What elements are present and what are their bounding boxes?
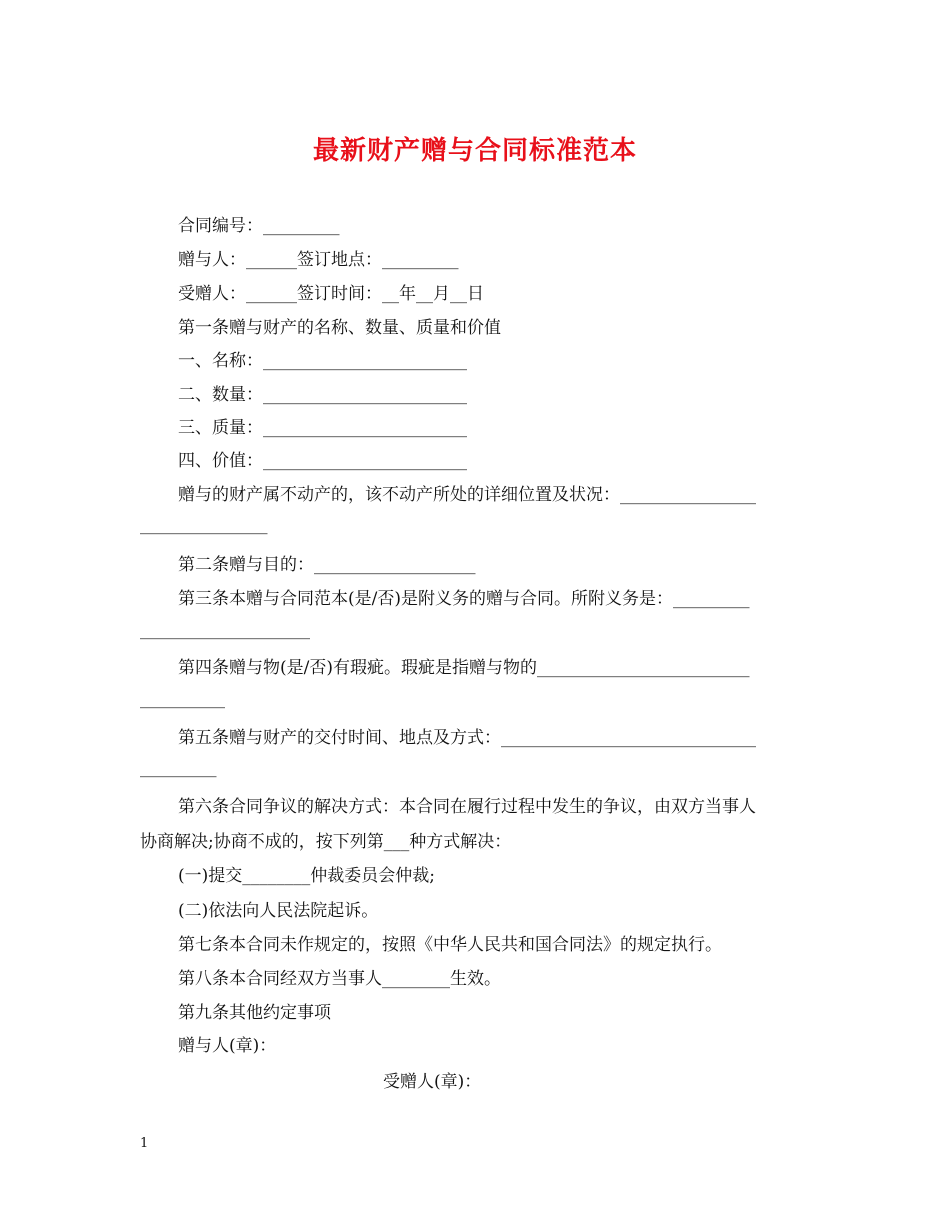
article-4-blank-cont: __________: [140, 689, 225, 709]
arbitration-option: (一)提交________仲裁委员会仲裁;: [178, 866, 435, 886]
real-estate-blank-cont: _______________: [140, 515, 268, 535]
article-2-line: 第二条赠与目的：___________________: [178, 555, 476, 575]
contract-number-line: 合同编号：_________: [178, 216, 340, 236]
item-quantity-line: 二、数量：________________________: [178, 385, 467, 405]
donor-line: 赠与人：______签订地点：_________: [178, 250, 459, 270]
item-value-line: 四、价值：________________________: [178, 451, 467, 471]
donee-line: 受赠人：______签订时间：__年__月__日: [178, 284, 484, 304]
article-1-heading: 第一条赠与财产的名称、数量、质量和价值: [178, 318, 501, 338]
donee-seal-line: 受赠人(章)：: [383, 1072, 482, 1092]
page-number: 1: [140, 1136, 149, 1151]
article-9-line: 第九条其他约定事项: [178, 1003, 331, 1023]
article-7-line: 第七条本合同未作规定的，按照《中华人民共和国合同法》的规定执行。: [178, 935, 722, 955]
document-title: 最新财产赠与合同标准范本: [312, 136, 637, 166]
article-4-line: 第四条赠与物(是/否)有瑕疵。瑕疵是指赠与物的_________________________: [178, 658, 750, 678]
item-quality-line: 三、质量：________________________: [178, 418, 467, 438]
item-name-line: 一、名称：________________________: [178, 351, 467, 371]
article-8-line: 第八条本合同经双方当事人________生效。: [178, 969, 501, 989]
article-3-blank-cont: ____________________: [140, 620, 310, 640]
article-5-blank-cont: _________: [140, 758, 217, 778]
article-3-line: 第三条本赠与合同范本(是/否)是附义务的赠与合同。所附义务是：_________: [178, 589, 750, 609]
article-5-line: 第五条赠与财产的交付时间、地点及方式：______________________________: [178, 728, 756, 748]
litigation-option: (二)依法向人民法院起诉。: [178, 901, 379, 921]
donor-seal-line: 赠与人(章)：: [178, 1036, 277, 1056]
article-6-cont: 协商解决;协商不成的，按下列第___种方式解决：: [140, 832, 512, 852]
real-estate-line: 赠与的财产属不动产的，该不动产所处的详细位置及状况：________________: [178, 485, 756, 505]
article-6-line: 第六条合同争议的解决方式：本合同在履行过程中发生的争议，由双方当事人: [178, 797, 756, 817]
